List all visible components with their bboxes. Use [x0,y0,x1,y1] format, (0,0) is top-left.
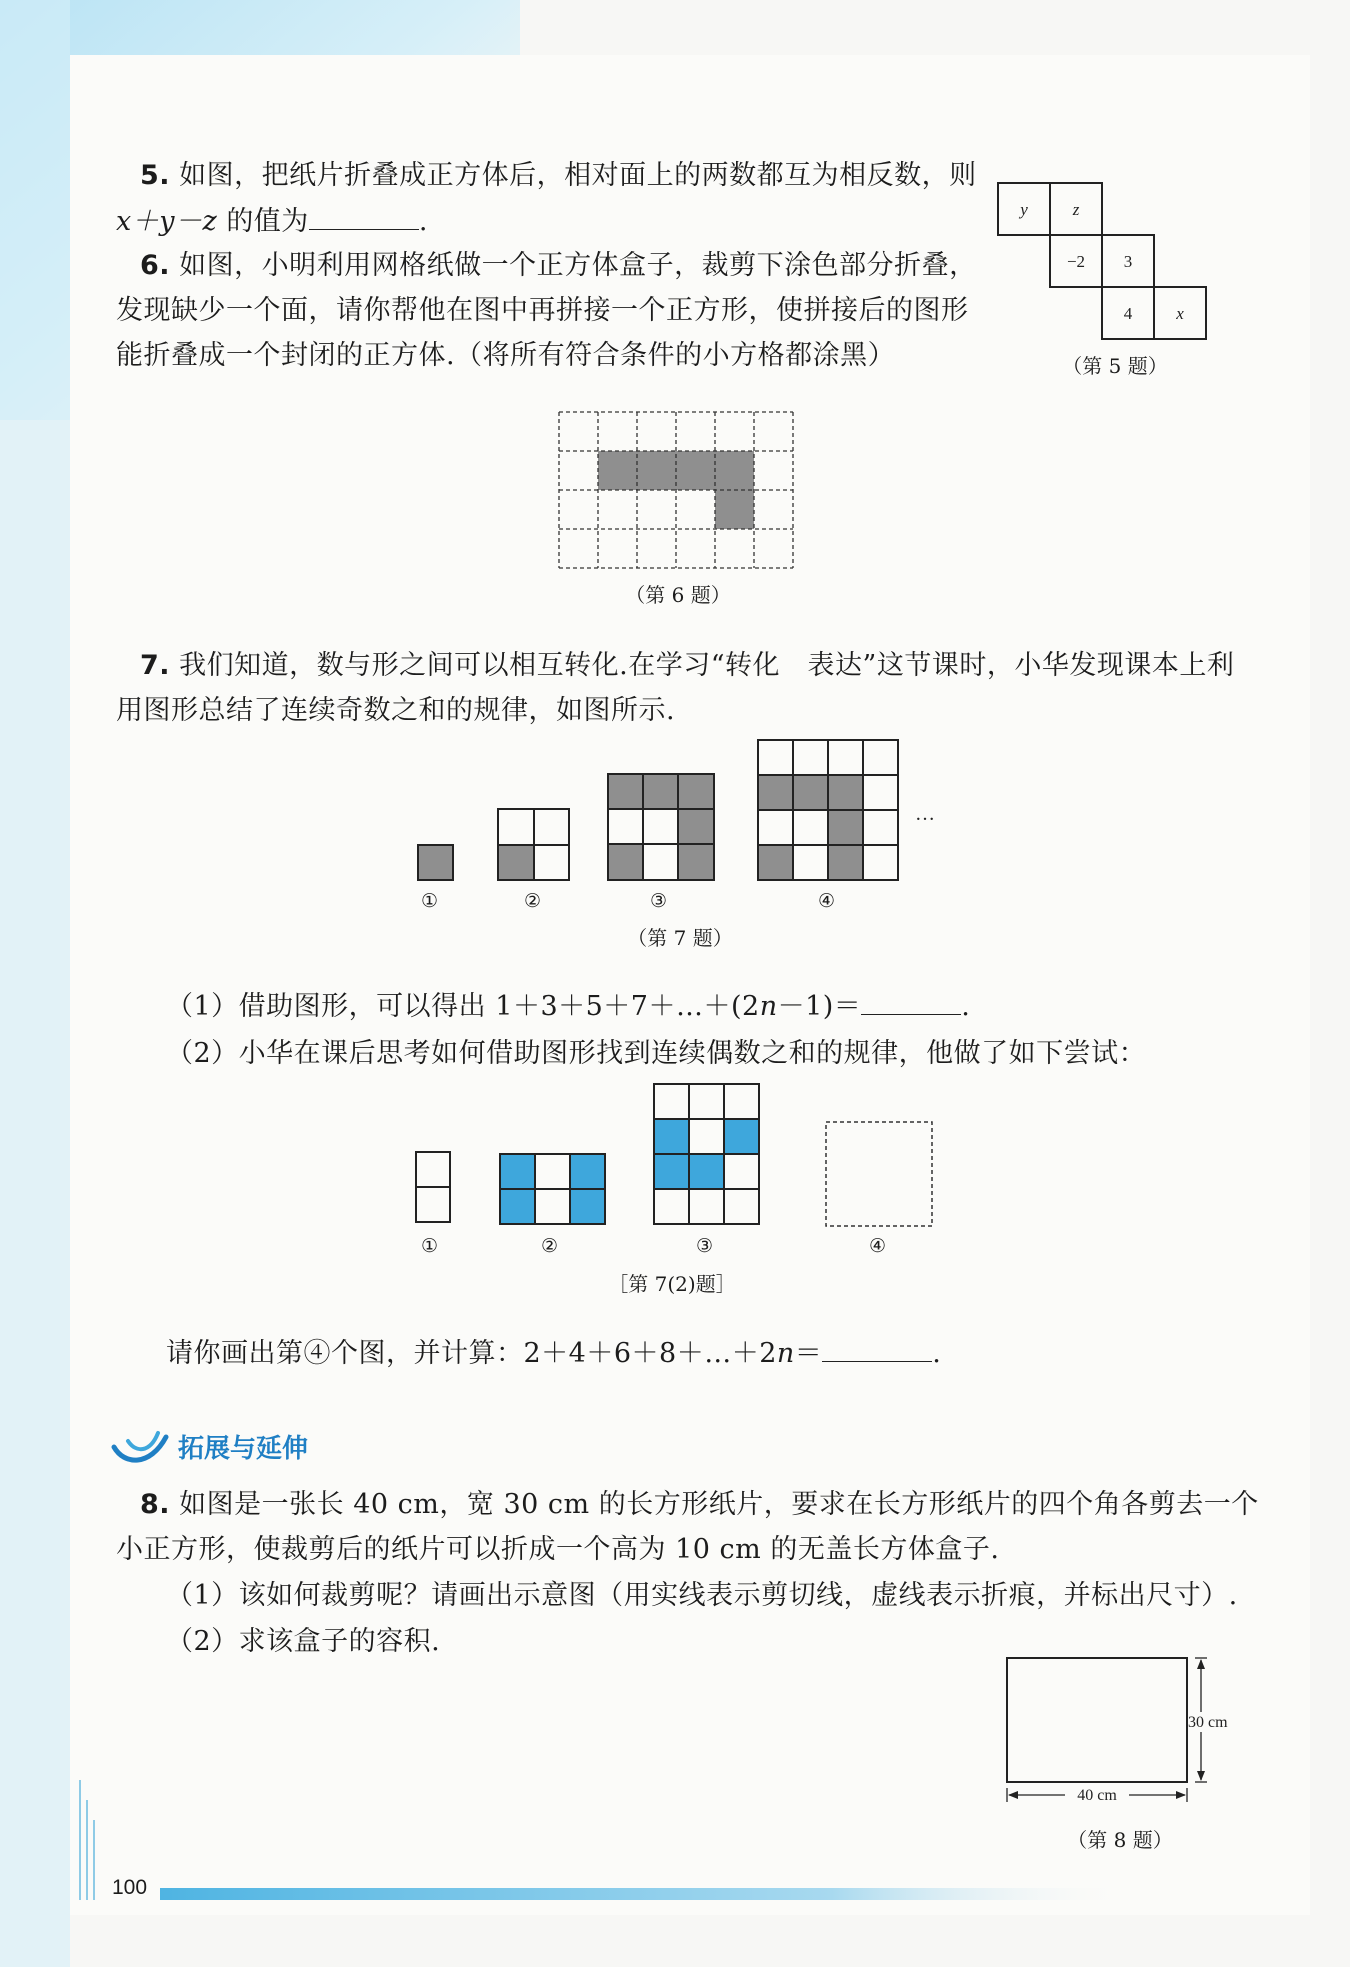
period: . [961,991,971,1022]
problem-7-q2: （2）小华在课后思考如何借助图形找到连续偶数之和的规律，他做了如下尝试： [166,1038,1147,1069]
problem-5-number: 5. [140,160,171,191]
net-label-3: 3 [1123,252,1133,271]
answer-blank-5[interactable] [309,203,419,230]
problem-5-line1 [140,158,977,194]
net-label-x: x [1176,304,1184,323]
problem-7-line2: 用图形总结了连续奇数之和的规律，如图所示. [116,695,676,726]
dim-height: 30 cm [1188,1714,1228,1731]
problem-5-text: 如图，把纸片折叠成正方体后，相对面上的两数都互为相反数，则 [179,160,977,191]
fig72-label-1: ① [421,1235,439,1257]
period: . [932,1338,942,1369]
net-label-y: y [1020,200,1028,219]
q3-n: n [776,1338,795,1369]
fig7-label-2: ② [524,890,542,912]
caption-5: （第 5 题） [1062,354,1168,378]
q1-prefix: （1）借助图形，可以得出 1＋3＋5＋7＋…＋(2 [166,991,760,1022]
problem-6-text: 如图，小明利用网格纸做一个正方体盒子，裁剪下涂色部分折叠， [179,250,977,281]
net-label-neg2: −2 [1066,252,1086,271]
caption-7-2: ［第 7(2)题］ [608,1272,736,1296]
problem-6-line3: 能折叠成一个封闭的正方体.（将所有符合条件的小方格都涂黑） [116,340,896,371]
caption-7: （第 7 题） [627,926,733,950]
problem-7-q1 [166,988,970,1025]
problem-8-line2: 小正方形，使裁剪后的纸片可以折成一个高为 10 cm 的无盖长方体盒子. [116,1534,1000,1565]
problem-7-line1 [140,648,1234,684]
problem-8-line1 [140,1487,1259,1523]
problem-6-line1 [140,248,977,284]
problem-8-number: 8. [140,1489,171,1520]
fig7-label-4: ④ [818,890,836,912]
q3-prefix: 请你画出第④个图，并计算：2＋4＋6＋8＋…＋2 [166,1338,777,1369]
section-title: 拓展与延伸 [178,1434,309,1464]
caption-8: （第 8 题） [1067,1828,1173,1852]
rectangle-paper-figure [995,1650,1265,1820]
problem-8-q1: （1）该如何裁剪呢？请画出示意图（用实线表示剪切线，虚线表示折痕，并标出尺寸）. [166,1580,1238,1611]
net-label-z: z [1072,200,1080,219]
problem-7-q3 [166,1335,941,1372]
problem-5-line2 [116,203,428,240]
q3-suffix: ＝ [794,1338,823,1369]
fig72-label-3: ③ [696,1235,714,1257]
grid-paper-figure[interactable] [555,408,800,573]
fig72-label-4: ④ [869,1235,887,1257]
caption-6: （第 6 题） [625,583,731,607]
odd-sum-figures [410,738,970,888]
net-label-4: 4 [1123,304,1133,323]
problem-6-number: 6. [140,250,171,281]
page-number: 100 [112,1876,148,1899]
fig72-label-2: ② [541,1235,559,1257]
answer-blank-7-1[interactable] [861,988,961,1015]
problem-8-text: 如图是一张长 40 cm，宽 30 cm 的长方形纸片，要求在长方形纸片的四个角各剪去一个 [179,1489,1259,1520]
problem-5-text-end: 的值为 [226,206,309,237]
wave-logo-icon [110,1425,172,1471]
ellipsis: … [915,803,935,825]
cube-net-figure [990,180,1220,345]
fig7-label-1: ① [421,890,439,912]
q1-n: n [759,991,778,1022]
problem-7-text: 我们知道，数与形之间可以相互转化.在学习“转化 表达”这节课时，小华发现课本上利 [179,650,1235,681]
problem-6-line2: 发现缺少一个面，请你帮他在图中再拼接一个正方形，使拼接后的图形 [116,295,969,326]
even-sum-figures [410,1082,950,1230]
fig7-label-3: ③ [650,890,668,912]
dim-width: 40 cm [1077,1787,1117,1804]
draw-area-fig4[interactable] [826,1122,932,1226]
answer-blank-7-2[interactable] [822,1335,932,1362]
q1-suffix: －1)＝ [777,991,862,1022]
problem-8-q2: （2）求该盒子的容积. [166,1626,441,1657]
period: . [418,206,428,237]
problem-7-number: 7. [140,650,171,681]
bottom-bar [160,1888,1120,1900]
problem-5-expression: x＋y－z [116,206,218,237]
